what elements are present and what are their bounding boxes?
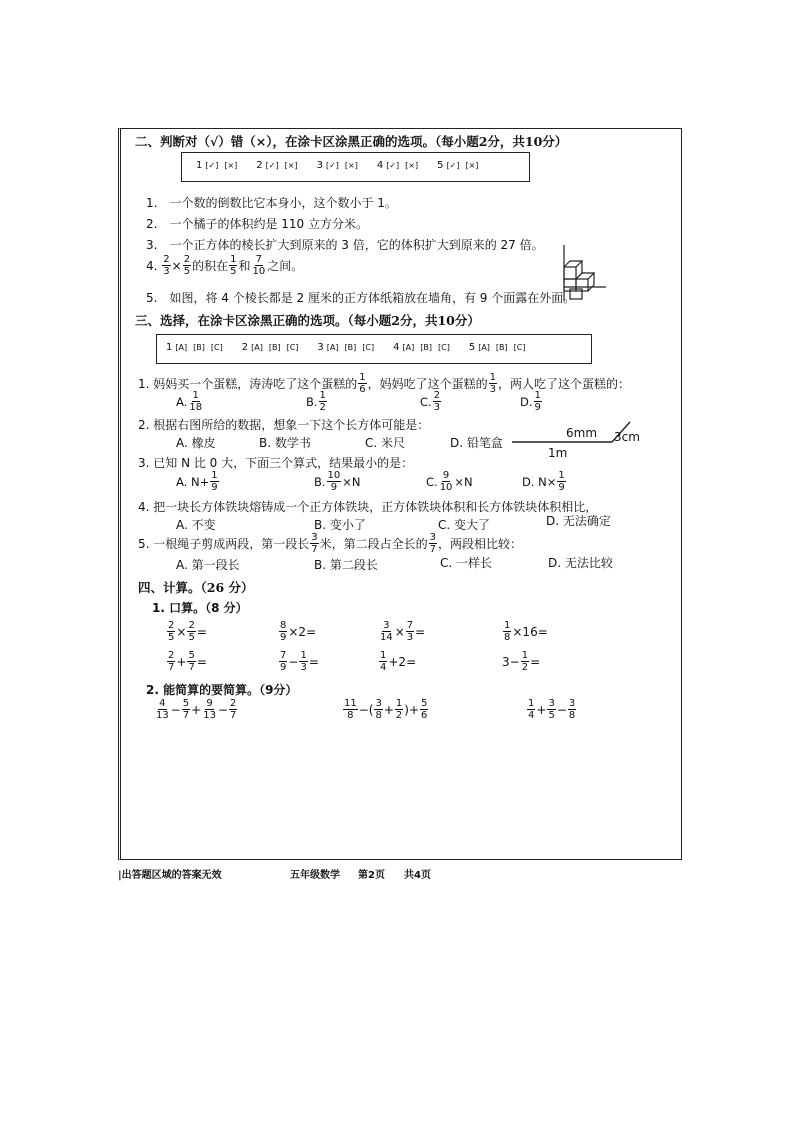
- s3-q2-option-c: C. 米尺: [365, 436, 406, 450]
- bubble-question-number: 1: [196, 160, 203, 171]
- s3-q5-option-d: D. 无法比较: [548, 556, 613, 570]
- simplify-expr-2: $\frac{11}{8}$ −( $\frac{3}{8}$ + $\frac{1}{2}$ )+ $\frac{5}{6}$: [344, 698, 428, 721]
- bubble-question-number: 3: [316, 160, 323, 171]
- oral-calc-a4: $\frac{1}{8}$ ×16=: [504, 620, 548, 643]
- s3-q3-option-d: D. N× $\frac{1}{9}$: [522, 470, 565, 493]
- s3-q5-option-c: C. 一样长: [440, 556, 493, 570]
- footer-warning: |出答题区域的答案无效: [118, 870, 222, 881]
- s3-question-3: 3. 已知 N 比 0 大，下面三个算式，结果最小的是：: [138, 456, 414, 470]
- s3-question-5: 5. 一根绳子剪成两段，第一段长 $\frac{3}{7}$ 米，第二段占全长的 $\frac{3}{7}$ ，两段相比较：: [138, 532, 523, 555]
- s3-question-1: 1. 妈妈买一个蛋糕，涛涛吃了这个蛋糕的 $\frac{1}{6}$ ，妈妈吃了这个蛋糕的 $\frac{1}{3}$ ，两人吃了这个蛋糕的：: [138, 372, 631, 395]
- choice-bubble-group-2: [242, 342, 304, 353]
- bubble-question-number: 2: [256, 160, 263, 171]
- judge-bubble-4-1[interactable]: [ × ]: [404, 160, 419, 171]
- choice-bubble-group-5: [469, 342, 531, 353]
- judge-bubble-group-3: [317, 160, 363, 171]
- s3-q5-option-b: B. 第二段长: [314, 558, 378, 572]
- s3-q4-option-b: B. 变小了: [314, 518, 366, 532]
- fraction: $\frac{3}{7}$: [311, 532, 318, 555]
- s3-q4-option-c: C. 变大了: [438, 518, 491, 532]
- s3-q1-option-d: D. $\frac{1}{9}$: [520, 390, 541, 413]
- choice-bubble-group-4: [393, 342, 455, 353]
- judge-bubble-group-5: [437, 160, 483, 171]
- s3-q2-option-b: B. 数学书: [259, 436, 311, 450]
- judge-bubble-2-1[interactable]: [ × ]: [284, 160, 299, 171]
- choice-bubble-5-0[interactable]: [ A ]: [477, 342, 491, 353]
- footer-page: 第2页: [358, 870, 385, 881]
- oral-calc-b3: $\frac{1}{4}$ +2=: [380, 650, 417, 673]
- s2-question-5: 5. 如图，将 4 个棱长都是 2 厘米的正方体纸箱放在墙角，有 9 个面露在外面。: [146, 291, 576, 305]
- cube-stack-figure: [556, 245, 608, 303]
- answer-bubbles-2: [196, 160, 497, 171]
- s3-q5-option-a: A. 第一段长: [176, 558, 240, 572]
- s2-question-1: 1. 一个数的倒数比它本身小，这个数小于 1。: [146, 196, 397, 210]
- choice-bubble-3-0[interactable]: [ A ]: [326, 342, 340, 353]
- fraction: $\frac{2}{5}$: [183, 254, 191, 277]
- choice-bubble-2-0[interactable]: [ A ]: [250, 342, 264, 353]
- choice-bubble-1-0[interactable]: [ A ]: [174, 342, 188, 353]
- judge-bubble-2-0[interactable]: [ ✓ ]: [265, 160, 280, 171]
- bubble-question-number: 3: [317, 342, 324, 353]
- choice-bubble-3-2[interactable]: [ C ]: [361, 342, 375, 353]
- fraction: $\frac{3}{7}$: [429, 532, 437, 555]
- choice-bubble-4-1[interactable]: [ B ]: [419, 342, 433, 353]
- choice-bubble-1-2[interactable]: [ C ]: [210, 342, 224, 353]
- s3-question-2: 2. 根据右图所给的数据，想象一下这个长方体可能是：: [138, 418, 430, 432]
- s3-q3-option-b: B. $\frac{10}{9}$ ×N: [314, 470, 361, 493]
- fraction: $\frac{7}{10}$: [252, 254, 266, 277]
- oral-calc-a3: $\frac{3}{14}$ × $\frac{7}{3}$ =: [380, 620, 426, 643]
- subsection-simplify: 2. 能简算的要简算。（9分）: [146, 683, 298, 697]
- simplify-expr-1: $\frac{4}{13}$ − $\frac{5}{7}$ + $\frac{9}{13}$ − $\frac{2}{7}$: [156, 698, 237, 721]
- oral-calc-b4: 3− $\frac{1}{2}$ =: [502, 650, 541, 673]
- s3-q3-option-c: C. $\frac{9}{10}$ ×N: [426, 470, 473, 493]
- judge-bubble-5-1[interactable]: [ × ]: [464, 160, 479, 171]
- judge-bubble-3-0[interactable]: [ ✓ ]: [325, 160, 340, 171]
- oral-calc-b2: $\frac{7}{9}$ − $\frac{1}{3}$ =: [280, 650, 319, 673]
- bubble-question-number: 5: [468, 342, 476, 353]
- s3-q3-option-a: A. N+ $\frac{1}{9}$: [176, 470, 218, 493]
- s3-q1-option-b: B. $\frac{1}{2}$: [306, 390, 326, 413]
- bubble-question-number: 5: [437, 160, 444, 171]
- bubble-question-number: 1: [166, 342, 173, 353]
- judge-bubble-group-4: [377, 160, 423, 171]
- fraction: $\frac{1}{6}$: [359, 372, 366, 395]
- subsection-oral-calc: 1. 口算。（8 分）: [152, 601, 248, 615]
- dimension-label-length: 1m: [548, 446, 568, 460]
- bubble-question-number: 4: [393, 342, 400, 353]
- choice-bubble-1-1[interactable]: [ B ]: [192, 342, 206, 353]
- s3-q1-option-c: C. $\frac{2}{3}$: [420, 390, 441, 413]
- footer-total: 共4页: [404, 870, 431, 881]
- choice-bubble-group-3: [317, 342, 379, 353]
- section-4-heading: 四、计算。（26 分）: [138, 580, 254, 595]
- section-2-heading: 二、判断对（√）错（×），在涂卡区涂黑正确的选项。（每小题2分，共10分）: [135, 134, 568, 149]
- judge-bubble-5-0[interactable]: [ ✓ ]: [446, 160, 461, 171]
- oral-calc-a1: $\frac{2}{5}$ × $\frac{2}{5}$ =: [168, 620, 207, 643]
- s3-q2-option-a: A. 橡皮: [176, 436, 216, 450]
- s2-question-3: 3. 一个正方体的棱长扩大到原来的 3 倍，它的体积扩大到原来的 27 倍。: [146, 238, 544, 252]
- section-3-heading: 三、选择，在涂卡区涂黑正确的选项。（每小题2分，共10分）: [135, 313, 480, 328]
- s3-q1-option-a: A. $\frac{1}{18}$: [176, 390, 203, 413]
- fraction: $\frac{1}{5}$: [230, 254, 237, 277]
- oral-calc-a2: $\frac{8}{9}$ ×2=: [280, 620, 317, 643]
- s3-q2-option-d: D. 铅笔盒: [450, 436, 503, 450]
- bubble-question-number: 4: [376, 160, 384, 171]
- s3-question-4: 4. 把一块长方体铁块熔铸成一个正方体铁块，正方体铁块体积和长方体铁块体积相比，: [138, 500, 598, 514]
- oral-calc-b1: $\frac{2}{7}$ + $\frac{5}{7}$ =: [168, 650, 207, 673]
- dimension-label-thickness: 6mm: [566, 426, 598, 440]
- choice-bubble-3-1[interactable]: [ B ]: [344, 342, 358, 353]
- footer-subject: 五年级数学: [290, 870, 340, 881]
- s2-question-4: 4. $\frac{2}{3}$ × $\frac{2}{5}$ 的积在 $\frac{1}{5}$ 和 $\frac{7}{10}$ 之间。: [146, 254, 304, 277]
- choice-bubble-4-0[interactable]: [ A ]: [401, 342, 415, 353]
- judge-bubble-4-0[interactable]: [ ✓ ]: [385, 160, 400, 171]
- fraction: $\frac{1}{3}$: [489, 372, 497, 395]
- judge-bubble-1-0[interactable]: [ ✓ ]: [204, 160, 219, 171]
- s3-q4-option-a: A. 不变: [176, 518, 216, 532]
- judge-bubble-3-1[interactable]: [ × ]: [344, 160, 359, 171]
- answer-bubbles-3: [166, 342, 545, 353]
- s2-question-2: 2. 一个橘子的体积约是 110 立方分米。: [146, 217, 368, 231]
- s3-q4-option-d: D. 无法确定: [546, 514, 611, 528]
- choice-bubble-2-2[interactable]: [ C ]: [286, 342, 300, 353]
- judge-bubble-1-1[interactable]: [ × ]: [223, 160, 238, 171]
- bubble-question-number: 2: [241, 342, 249, 353]
- fraction: $\frac{2}{3}$: [163, 254, 170, 277]
- choice-bubble-5-2[interactable]: [ C ]: [513, 342, 527, 353]
- judge-bubble-group-1: [196, 160, 242, 171]
- dimension-label-width: 3cm: [614, 430, 640, 444]
- choice-bubble-group-1: [166, 342, 228, 353]
- judge-bubble-group-2: [256, 160, 302, 171]
- choice-bubble-4-2[interactable]: [ C ]: [437, 342, 451, 353]
- simplify-expr-3: $\frac{1}{4}$ + $\frac{3}{5}$ − $\frac{3}{8}$: [528, 698, 576, 721]
- choice-bubble-5-1[interactable]: [ B ]: [495, 342, 509, 353]
- choice-bubble-2-1[interactable]: [ B ]: [268, 342, 282, 353]
